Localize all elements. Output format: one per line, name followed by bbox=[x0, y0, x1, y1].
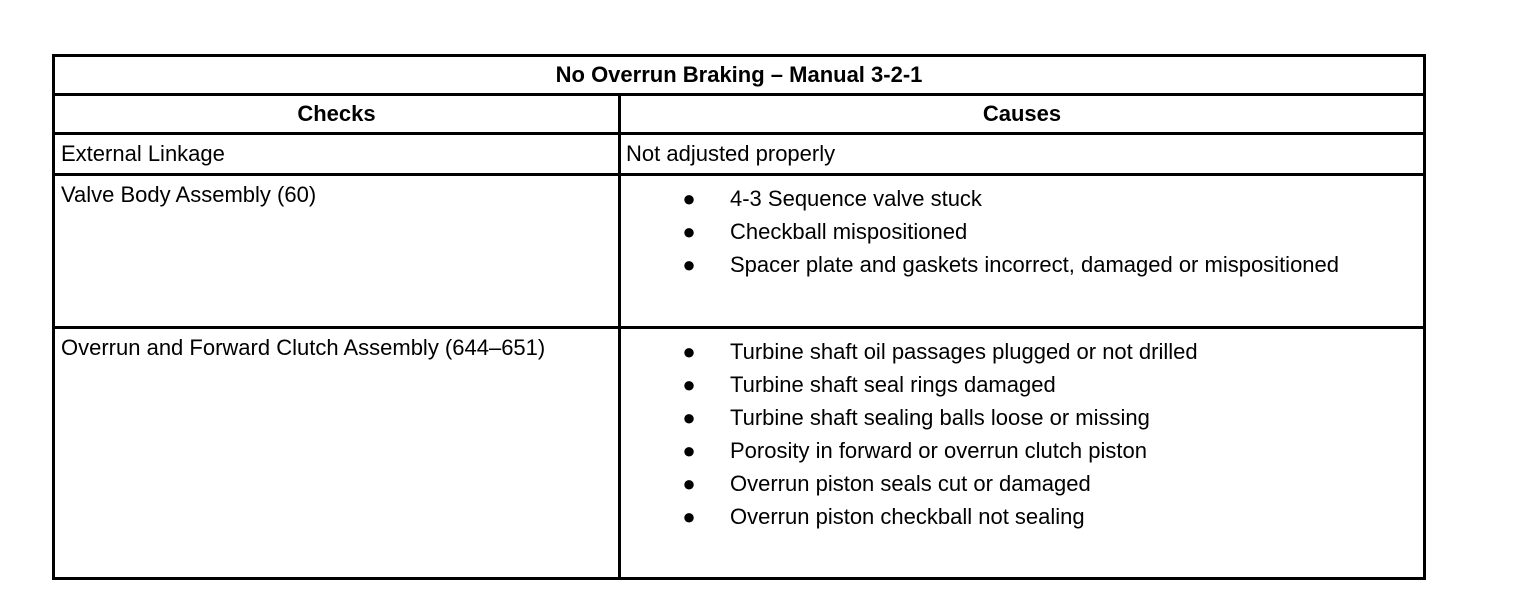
cause-text: Turbine shaft oil passages plugged or not drilled bbox=[730, 339, 1198, 365]
cause-text: Overrun piston seals cut or damaged bbox=[730, 471, 1091, 497]
table-row bbox=[54, 134, 1425, 175]
check-cell: Valve Body Assembly (60) bbox=[54, 175, 620, 328]
bullet-icon: ● bbox=[682, 504, 696, 530]
cause-list bbox=[626, 335, 1423, 533]
bullet-icon: ● bbox=[682, 372, 696, 398]
cause-cell bbox=[620, 328, 1425, 579]
table-title: No Overrun Braking – Manual 3-2-1 bbox=[54, 56, 1425, 95]
table-header-row bbox=[54, 95, 1425, 134]
list-item bbox=[626, 215, 1423, 248]
bullet-icon: ● bbox=[682, 438, 696, 464]
cause-text: Overrun piston checkball not sealing bbox=[730, 504, 1085, 530]
bullet-icon: ● bbox=[682, 252, 696, 278]
list-item bbox=[626, 434, 1423, 467]
list-item bbox=[626, 401, 1423, 434]
bullet-icon: ● bbox=[682, 219, 696, 245]
header-checks: Checks bbox=[54, 95, 620, 134]
check-cell: Overrun and Forward Clutch Assembly (644–651) bbox=[54, 328, 620, 579]
bullet-icon: ● bbox=[682, 471, 696, 497]
cause-list bbox=[626, 182, 1423, 281]
cause-text: Turbine shaft seal rings damaged bbox=[730, 372, 1056, 398]
cause-text: 4-3 Sequence valve stuck bbox=[730, 186, 982, 212]
cause-text: Checkball mispositioned bbox=[730, 219, 968, 245]
list-item bbox=[626, 500, 1423, 533]
list-item bbox=[626, 182, 1423, 215]
check-cell: External Linkage bbox=[54, 134, 620, 175]
header-causes: Causes bbox=[620, 95, 1425, 134]
bullet-icon: ● bbox=[682, 405, 696, 431]
cause-cell: Not adjusted properly bbox=[620, 134, 1425, 175]
diagnosis-table bbox=[52, 54, 1426, 580]
list-item bbox=[626, 467, 1423, 500]
cause-cell bbox=[620, 175, 1425, 328]
table-title-row bbox=[54, 56, 1425, 95]
list-item bbox=[626, 335, 1423, 368]
list-item bbox=[626, 368, 1423, 401]
cause-text: Turbine shaft sealing balls loose or missing bbox=[730, 405, 1150, 431]
cause-text: Spacer plate and gaskets incorrect, damaged or mispositioned bbox=[730, 252, 1340, 278]
table-row bbox=[54, 175, 1425, 328]
bullet-icon: ● bbox=[682, 339, 696, 365]
bullet-icon: ● bbox=[682, 186, 696, 212]
list-item bbox=[626, 248, 1423, 281]
table-row bbox=[54, 328, 1425, 579]
cause-text: Porosity in forward or overrun clutch piston bbox=[730, 438, 1147, 464]
